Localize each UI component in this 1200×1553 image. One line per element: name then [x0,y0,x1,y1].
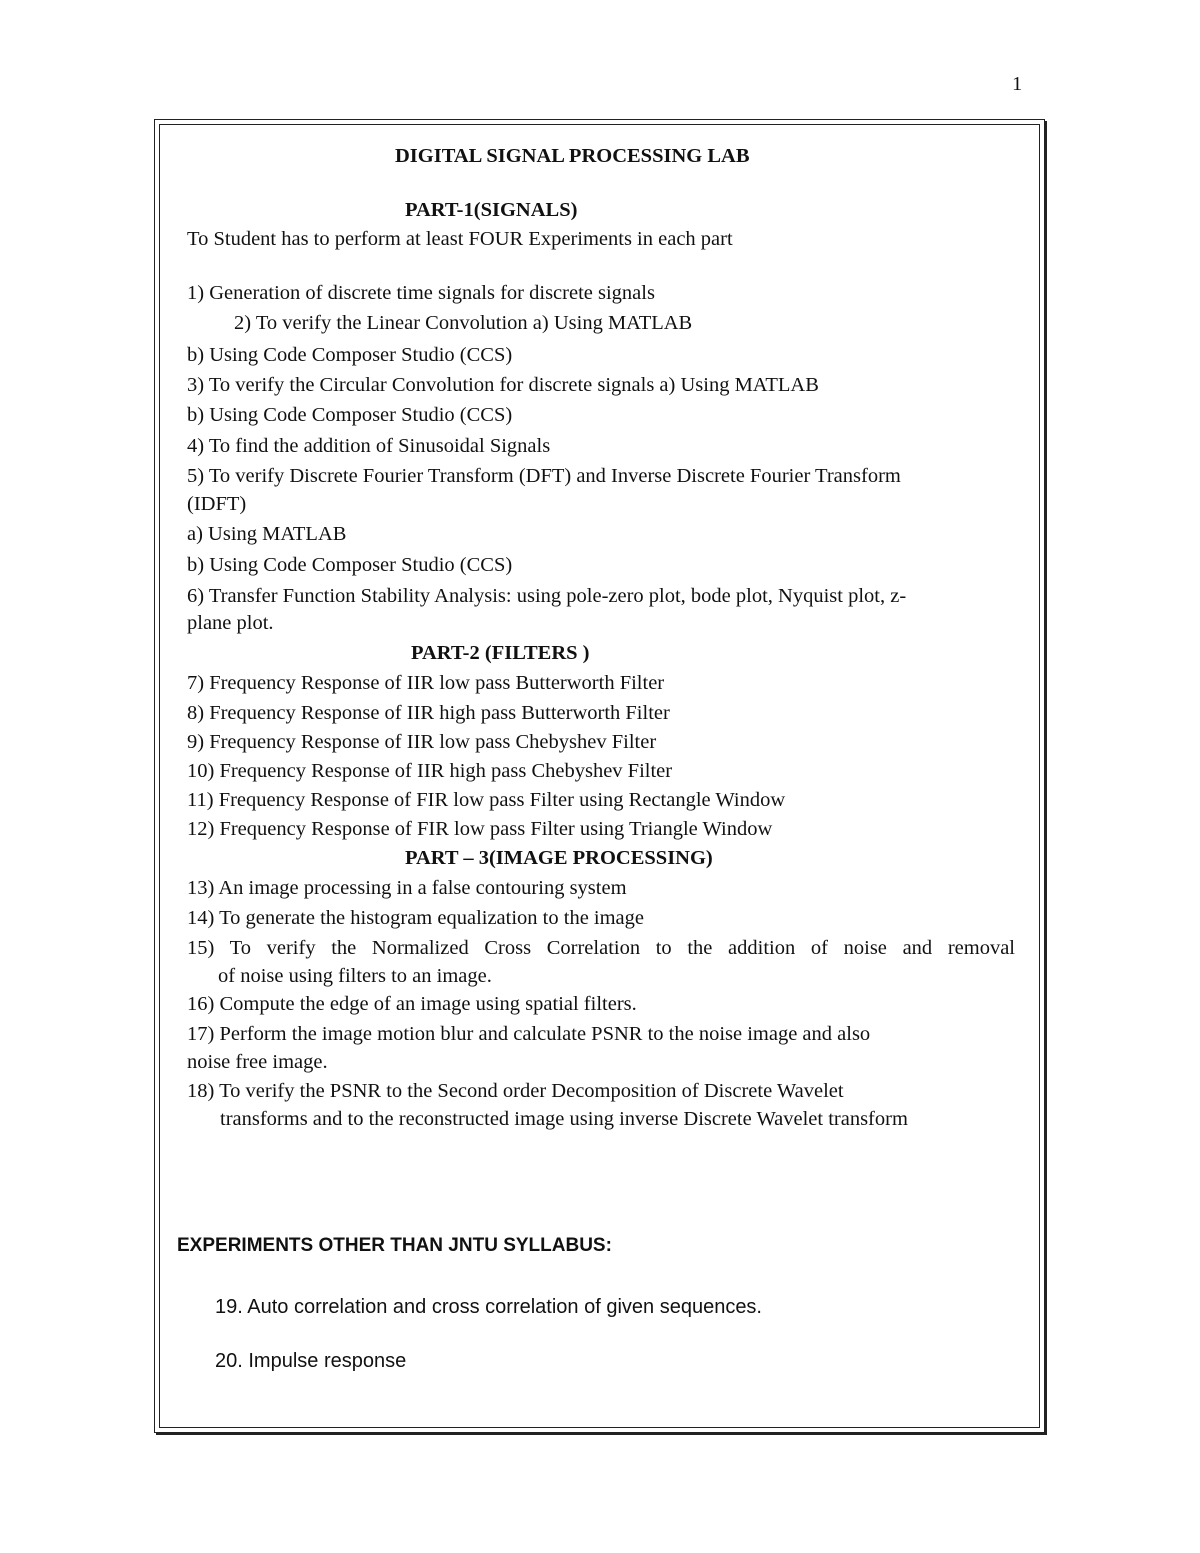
list-item: 18) To verify the PSNR to the Second order Decomposition of Discrete Wavelet [187,1080,844,1102]
list-item: 6) Transfer Function Stability Analysis: using pole-zero plot, bode plot, Nyquist plot, z- [187,585,907,607]
list-item: plane plot. [187,612,274,634]
list-item: 1) Generation of discrete time signals for discrete signals [187,282,655,304]
list-item: 2) To verify the Linear Convolution a) Using MATLAB [234,312,693,334]
list-item: 11) Frequency Response of FIR low pass Filter using Rectangle Window [187,789,786,811]
list-item: 20. Impulse response [215,1350,407,1372]
list-item: (IDFT) [187,493,247,515]
list-item-continuation: noise free image. [187,1051,328,1073]
list-item: b) Using Code Composer Studio (CCS) [187,404,513,426]
list-item: 10) Frequency Response of IIR high pass Chebyshev Filter [187,760,673,782]
list-item: 14) To generate the histogram equalization to the image [187,907,645,929]
list-item: 3) To verify the Circular Convolution for discrete signals a) Using MATLAB [187,374,819,396]
list-item: b) Using Code Composer Studio (CCS) [187,554,513,576]
list-item: 15) To verify the Normalized Cross Correlation to the addition of noise and removal [187,937,1015,959]
list-item: b) Using Code Composer Studio (CCS) [187,344,513,366]
list-item: 12) Frequency Response of FIR low pass Filter using Triangle Window [187,818,773,840]
list-item-continuation: transforms and to the reconstructed image using inverse Discrete Wavelet transform [220,1108,908,1130]
document-title: DIGITAL SIGNAL PROCESSING LAB [395,145,750,167]
list-item: 13) An image processing in a false contouring system [187,877,627,899]
list-item: a) Using MATLAB [187,523,347,545]
list-item: 8) Frequency Response of IIR high pass Butterworth Filter [187,702,670,724]
extra-heading: EXPERIMENTS OTHER THAN JNTU SYLLABUS: [177,1235,612,1256]
list-item: 5) To verify Discrete Fourier Transform (DFT) and Inverse Discrete Fourier Transform [187,465,901,487]
part2-heading: PART-2 (FILTERS ) [411,642,590,664]
list-item: 4) To find the addition of Sinusoidal Signals [187,435,551,457]
list-item: 9) Frequency Response of IIR low pass Chebyshev Filter [187,731,657,753]
part3-heading: PART – 3(IMAGE PROCESSING) [405,847,713,869]
list-item: 19. Auto correlation and cross correlation of given sequences. [215,1296,762,1318]
part1-heading: PART-1(SIGNALS) [405,199,578,221]
page-number: 1 [1012,73,1023,95]
list-item-continuation: of noise using filters to an image. [218,965,492,987]
list-item: 7) Frequency Response of IIR low pass Butterworth Filter [187,672,665,694]
list-item: 16) Compute the edge of an image using spatial filters. [187,993,637,1015]
part1-instruction: To Student has to perform at least FOUR Experiments in each part [187,228,733,250]
list-item: 17) Perform the image motion blur and calculate PSNR to the noise image and also [187,1023,871,1045]
